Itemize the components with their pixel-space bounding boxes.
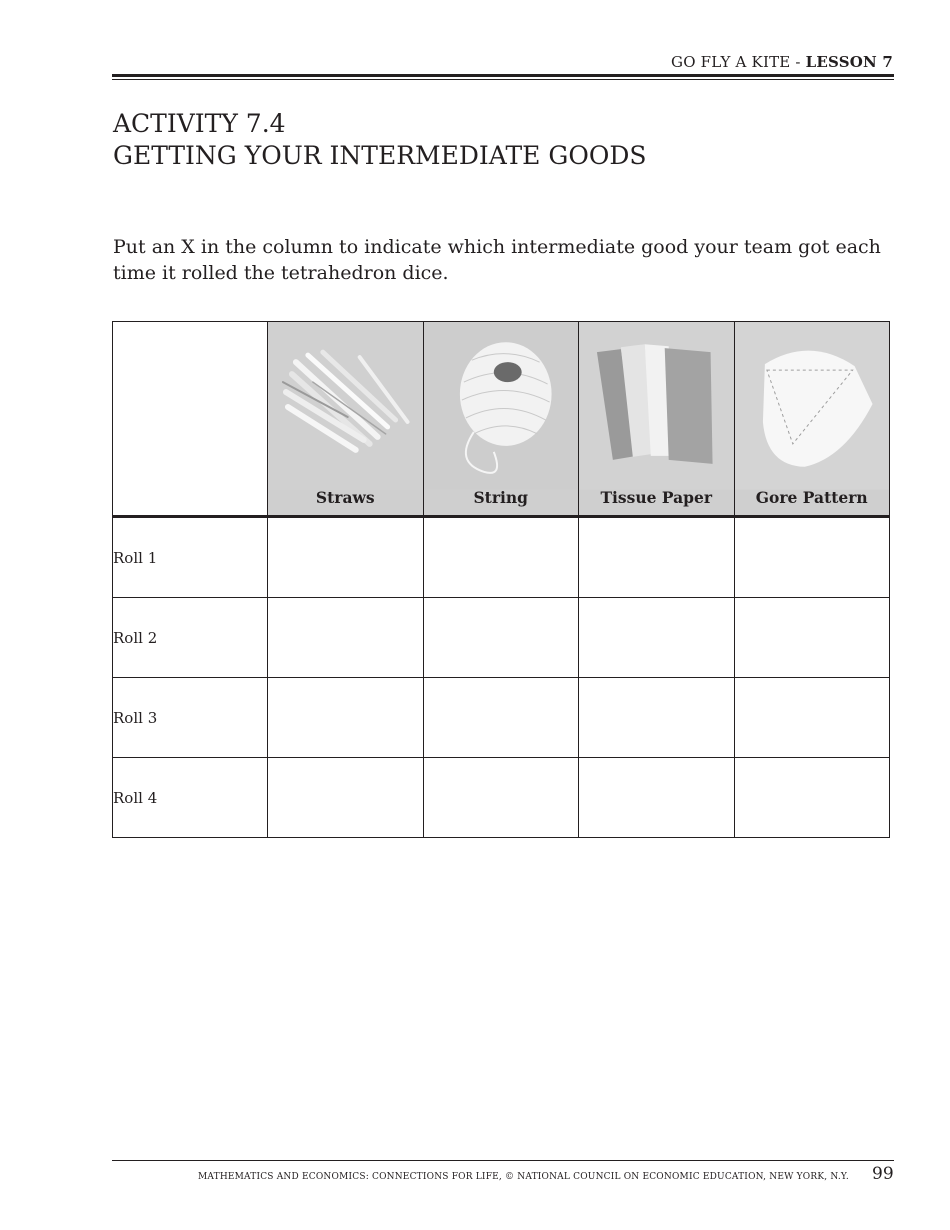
header-rule-thin bbox=[112, 79, 894, 80]
string-ball-photo bbox=[424, 322, 579, 490]
roll-label: Roll 4 bbox=[113, 758, 268, 838]
column-header-straws bbox=[268, 322, 424, 517]
table-corner-cell bbox=[113, 322, 268, 517]
mark-cell-tissue-paper[interactable] bbox=[579, 598, 735, 678]
page-number: 99 bbox=[872, 1164, 894, 1184]
column-label-gore-pattern: Gore Pattern bbox=[755, 488, 868, 507]
table-row bbox=[113, 758, 890, 838]
mark-cell-string[interactable] bbox=[423, 598, 579, 678]
mark-cell-gore-pattern[interactable] bbox=[734, 598, 890, 678]
mark-cell-straws[interactable] bbox=[268, 598, 424, 678]
activity-title: GETTING YOUR INTERMEDIATE GOODS bbox=[113, 141, 647, 170]
column-header-string bbox=[423, 322, 579, 517]
mark-cell-straws[interactable] bbox=[268, 678, 424, 758]
gore-pattern-photo bbox=[735, 322, 890, 490]
table-row bbox=[113, 517, 890, 598]
mark-cell-string[interactable] bbox=[423, 517, 579, 598]
tissue-paper-photo bbox=[579, 322, 734, 490]
mark-cell-straws[interactable] bbox=[268, 758, 424, 838]
intermediate-goods-table bbox=[112, 321, 890, 838]
running-header bbox=[671, 53, 893, 71]
table-row bbox=[113, 598, 890, 678]
mark-cell-gore-pattern[interactable] bbox=[734, 758, 890, 838]
straws-photo bbox=[268, 322, 423, 490]
table-header-row bbox=[113, 322, 890, 517]
mark-cell-string[interactable] bbox=[423, 758, 579, 838]
roll-label: Roll 1 bbox=[113, 517, 268, 598]
footer-copyright: MATHEMATICS AND ECONOMICS: CONNECTIONS FOR LIFE, © NATIONAL COUNCIL ON ECONOMIC EDUCATION, NEW YORK, N.Y. bbox=[198, 1172, 849, 1182]
activity-number: ACTIVITY 7.4 bbox=[113, 109, 286, 138]
mark-cell-gore-pattern[interactable] bbox=[734, 517, 890, 598]
page-title bbox=[113, 108, 647, 172]
column-header-tissue-paper bbox=[579, 322, 735, 517]
mark-cell-string[interactable] bbox=[423, 678, 579, 758]
mark-cell-tissue-paper[interactable] bbox=[579, 678, 735, 758]
running-header-title: GO FLY A KITE - bbox=[671, 53, 806, 71]
header-rule-thick bbox=[112, 74, 894, 77]
mark-cell-tissue-paper[interactable] bbox=[579, 758, 735, 838]
roll-label: Roll 3 bbox=[113, 678, 268, 758]
mark-cell-straws[interactable] bbox=[268, 517, 424, 598]
roll-label: Roll 2 bbox=[113, 598, 268, 678]
instructions: Put an X in the column to indicate which intermediate good your team got each time it rolled the tetrahedron dice. bbox=[113, 236, 881, 284]
table-row bbox=[113, 678, 890, 758]
mark-cell-tissue-paper[interactable] bbox=[579, 517, 735, 598]
column-label-string: String bbox=[473, 488, 528, 507]
column-header-gore-pattern bbox=[734, 322, 890, 517]
column-label-tissue-paper: Tissue Paper bbox=[600, 488, 713, 507]
column-label-straws: Straws bbox=[315, 488, 375, 507]
footer-rule bbox=[112, 1160, 894, 1161]
running-header-lesson: LESSON 7 bbox=[805, 53, 893, 71]
mark-cell-gore-pattern[interactable] bbox=[734, 678, 890, 758]
